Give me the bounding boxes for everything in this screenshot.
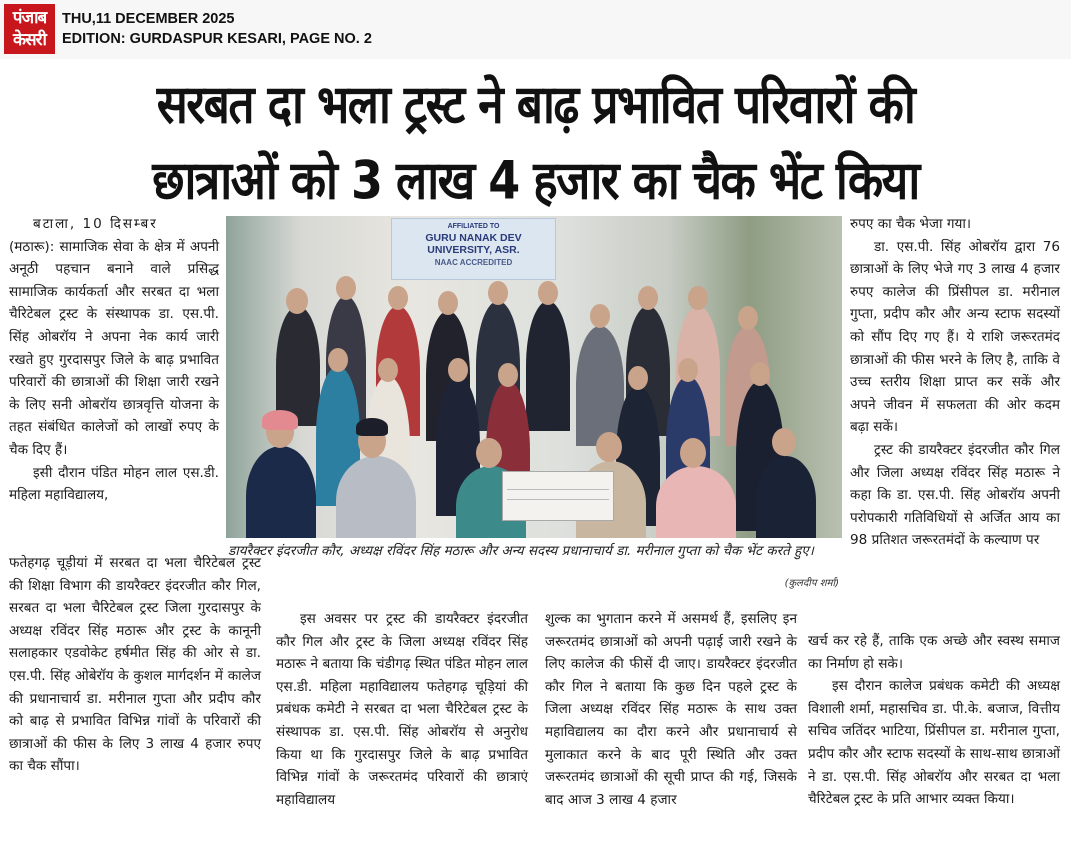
photo-caption: डायरैक्टर इंदरजीत कौर, अध्यक्ष रविंदर सिंह मठारू और अन्य सदस्य प्रधानाचार्य डा. मरीनाल गुप्ता को चैक भेंट करते हुए।: [228, 543, 814, 559]
college-banner: AFFILIATED TO GURU NANAK DEV UNIVERSITY, ASR. NAAC ACCREDITED: [391, 218, 556, 280]
headline-line-2: छात्राओं को 3 लाख 4 हजार का चैक भेंट किया: [152, 148, 919, 211]
logo-line-1: पंजाब: [12, 8, 47, 28]
article-column-1: [9, 213, 219, 507]
paragraph: इस दौरान कालेज प्रबंधक कमेटी की अध्यक्ष विशाली शर्मा, महासचिव डा. पी.के. बजाज, वित्तीय सचिव जतिंदर भाटिया, प्रिंसीपल डा. मरीनाल गुप्ता, प्रदीप कौर और स्टाफ सदस्यों के साथ-साथ छात्राओं ने डा. एस.पी. सिंह ओबरॉय और सरबत दा भला चैरिटेबल ट्रस्ट के प्रति आभार व्यक्त किया।: [808, 678, 1060, 808]
paragraph: शुल्क का भुगतान करने में असमर्थ हैं, इसलिए इन जरूरतमंद छात्राओं को अपनी पढ़ाई जारी रखने के लिए कालेज की फीसें दी जाए। डायरैक्टर इंदरजीत कौर गिल ने बताया कि कुछ दिन पहले ट्रस्ट के जिला अध्यक्ष रविंदर सिंह मठारू के साथ उक्त महाविद्यालय का दौरा करने और प्रधानाचार्य से मुलाकात करने के बाद पूरी स्थिति और उक्त जरूरतमंद छात्राओं की सूची प्राप्त की गई, जिसके बाद आज 3 लाख 4 हजार: [545, 611, 797, 808]
article-column-3: [545, 608, 797, 811]
paragraph: रुपए का चैक भेजा गया।: [850, 216, 972, 232]
paragraph: खर्च कर रहे हैं, ताकि एक अच्छे और स्वस्थ समाज का निर्माण हो सके।: [808, 633, 1060, 672]
ceremonial-cheque: [502, 471, 614, 521]
article-headline: [0, 66, 1071, 218]
logo-line-2: केसरी: [13, 30, 46, 50]
dateline: बटाला, 10 दिसम्बर: [33, 216, 158, 232]
article-photo: [226, 216, 842, 538]
paragraph: इसी दौरान पंडित मोहन लाल एस.डी. महिला महाविद्यालय,: [9, 464, 219, 504]
headline-line-1: सरबत दा भला ट्रस्ट ने बाढ़ प्रभावित परिवारों की: [156, 72, 915, 135]
paragraph: डा. एस.पी. सिंह ओबरॉय द्वारा 76 छात्राओं के लिए भेजे गए 3 लाख 4 हजार रुपए कालेज की प्रिंसीपल डा. मरीनाल गुप्ता, प्रदीप कौर और अन्य स्टाफ सदस्यों को सौंप दिए गए हैं। ये राशि जरूरतमंद छात्राओं की फीस भरने के लिए है, ताकि वे उच्च स्तरीय शिक्षा प्राप्त कर सकें और अपने जीवन में सफलता की ओर कदम बढ़ा सकें।: [850, 238, 1060, 436]
article-column-4-continued: [808, 630, 1060, 811]
punjab-kesari-logo: [4, 4, 55, 54]
edition-header-bar: [0, 0, 1071, 59]
article-column-4: [850, 213, 1060, 552]
edition-info: [62, 9, 372, 49]
edition-page: EDITION: GURDASPUR KESARI, PAGE NO. 2: [62, 31, 372, 47]
paragraph: ट्रस्ट की डायरैक्टर इंदरजीत कौर गिल और जिला अध्यक्ष रविंदर सिंह मठारू ने कहा कि डा. एस.पी. सिंह ओबरॉय अपनी परोपकारी गतिविधियों से अर्जित आय का 98 प्रतिशत जरूरतमंदों के कल्याण पर: [850, 441, 1060, 549]
article-column-2: [276, 608, 528, 811]
paragraph: (मठारू): सामाजिक सेवा के क्षेत्र में अपनी अनूठी पहचान बनाने वाले प्रसिद्ध सामाजिक कार्यकर्ता और सरबत दा भला चैरिटेबल ट्रस्ट के संस्थापक डा. एस.पी. सिंह ओबरॉय ने अपना नेक कार्य जारी रखते हुए गुरदासपुर जिले के बाढ़ प्रभावित परिवारों की छात्राओं की शिक्षा जारी रखने के लिए सनी ओबरॉय छात्रवृत्ति योजना के तहत संबंधित कालेजों को लाखों रुपए के चैक दिए हैं।: [9, 238, 219, 458]
photo-credit: (कुलदीप शर्मा): [784, 578, 839, 589]
paragraph: फतेहगढ़ चूड़ीयां में सरबत दा भला चैरिटेबल ट्रस्ट की शिक्षा विभाग की डायरैक्टर इंदरजीत कौर गिल, सरबत दा भला चैरिटेबल ट्रस्ट जिला गुरदासपुर के अध्यक्ष रविंदर सिंह मठारू और ट्रस्ट के कानूनी सलाहकार एडवोकेट हर्षमीत सिंह की ओर से डा. एस.पी. सिंह ओबेरॉय के कुशल मार्गदर्शन में कालेज की प्रधानाचार्य डा. मरीनाल गुप्ता और प्रदीप कौर को बाढ़ से प्रभावित विभिन्न गांवों के परिवारों की छात्राओं की फीस के लिए 3 लाख 4 हजार रुपए का चैक सौंपा।: [9, 555, 261, 775]
article-column-1-continued: [9, 552, 261, 778]
paragraph: इस अवसर पर ट्रस्ट की डायरैक्टर इंदरजीत कौर गिल और ट्रस्ट के जिला अध्यक्ष रविंदर सिंह मठारू ने बताया कि चंडीगढ़ स्थित पंडित मोहन लाल एस.डी. महिला महाविद्यालय फतेहगढ़ चूड़ियां की प्रबंधक कमेटी ने सरबत दा भला चैरिटेबल ट्रस्ट के संस्थापक डा. एस.पी. सिंह ओबरॉय से अनुरोध किया था कि गुरदासपुर जिले के बाढ़ प्रभावित विभिन्न गांवों के जरूरतमंद परिवारों की छात्राएं महाविद्यालय: [276, 611, 528, 808]
publication-date: THU,11 DECEMBER 2025: [62, 11, 235, 27]
